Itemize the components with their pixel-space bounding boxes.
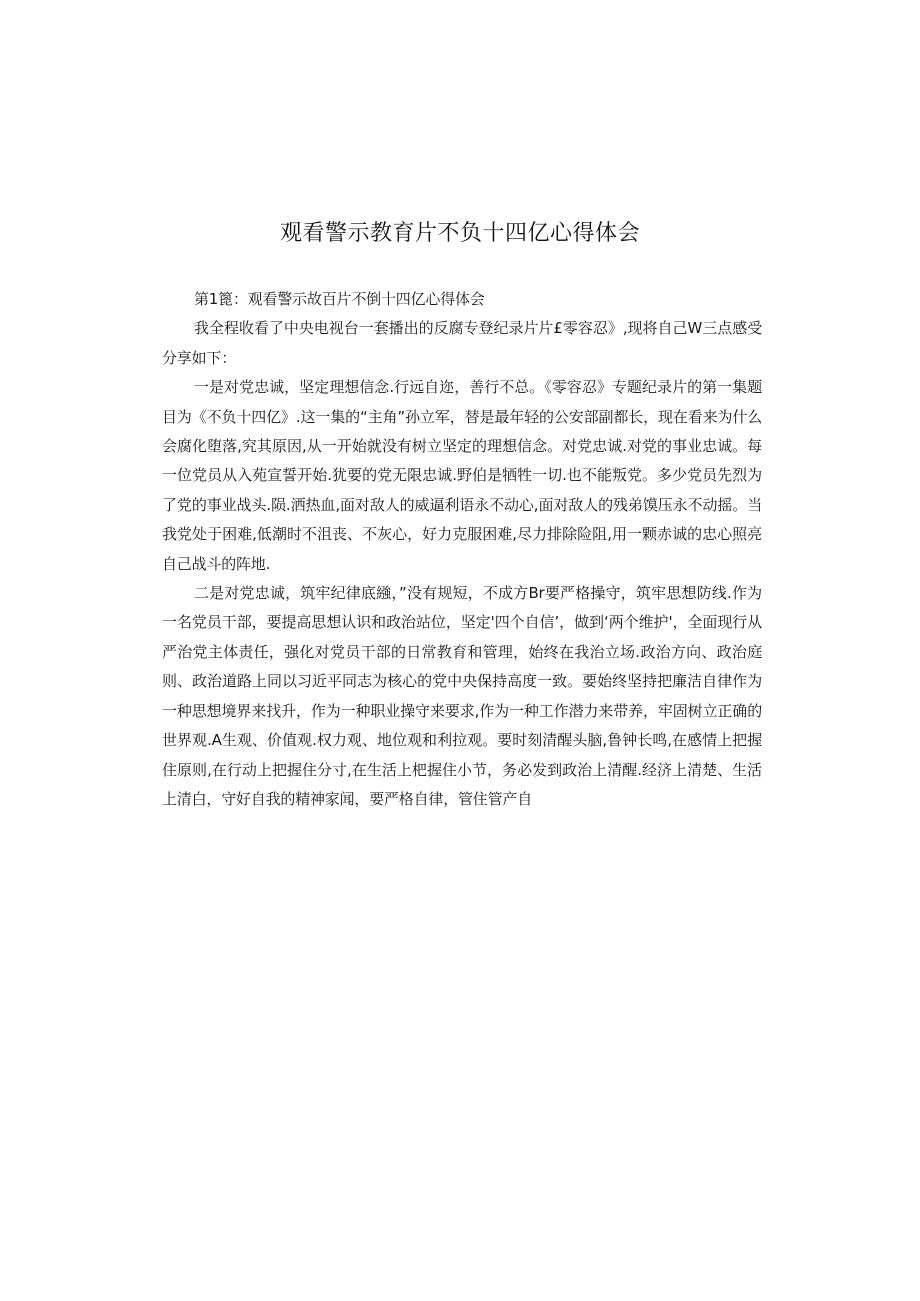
intro-paragraph: 我全程收看了中央电视台一套播出的反腐专登纪录片片£零容忍》,现将自己W三点感受分享如下： (162, 319, 762, 367)
document-body (162, 285, 762, 814)
body-paragraph-2: 二是对党忠诚，筑牢纪律底繈，”没有规短，不成方Br要严格操守，筑牢思想防线.作为一名党员干部，要提高思想认识和政治站位，坚定'四个自信’，做到‘两个维护'，全面现行从严治党主体责任，强化对党员干部的日常教育和管理，始终在我治立场.政治方向、政治庭则、政治道路上同以习近平同志为核心的党中央保持高度一致。要始终坚持把廉洁自律作为一种思想境界来找升，作为一种职业操守来要求,作为一种工作潜力来带养，牢固树立正确的世界观.A生观、价值观.权力观、地位观和利拉观。要时刻清醒头脑,鲁钟长鸣,在感情上把握住原则,在行动上把握住分寸,在生活上杷握住小节，务必发到政治上清醒.经济上清楚、生活上清白，守好自我的精神家闻，要严格自律，管住管产自 (162, 584, 762, 808)
body-paragraph-1: 一是对党忠诚，坚定理想信念.行远自迩，善行不总。《零容忍》专题纪录片的第一集题目为《不负十四亿》.这一集的“主角”孙立军，替是最年轻的公安部副都长，现在看来为什么会腐化堕落,究其原因,从一开始就没有树立坚定的理想信念。对党忠诚.对党的事业忠诚。每一位党员从入苑宣誓开始.犹要的党无限忠诚.野伯是牺牲一切.也不能叛党。多少党员先烈为了党的事业战头.陨.洒热血,面对敌人的威逼利语永不动心,面对敌人的残弟馍压永不动摇。当我党处于困难,低潮时不沮丧、不灰心，好力克服困难,尽力排除险阻,用一颗赤诚的忠心照亮自己战斗的阵地. (162, 378, 762, 573)
section-heading: 第1篦：观看警示故百片不倒十四亿心得体会 (194, 290, 485, 308)
document-title: 观看警示教育片不负十四亿心得体会 (279, 221, 640, 246)
